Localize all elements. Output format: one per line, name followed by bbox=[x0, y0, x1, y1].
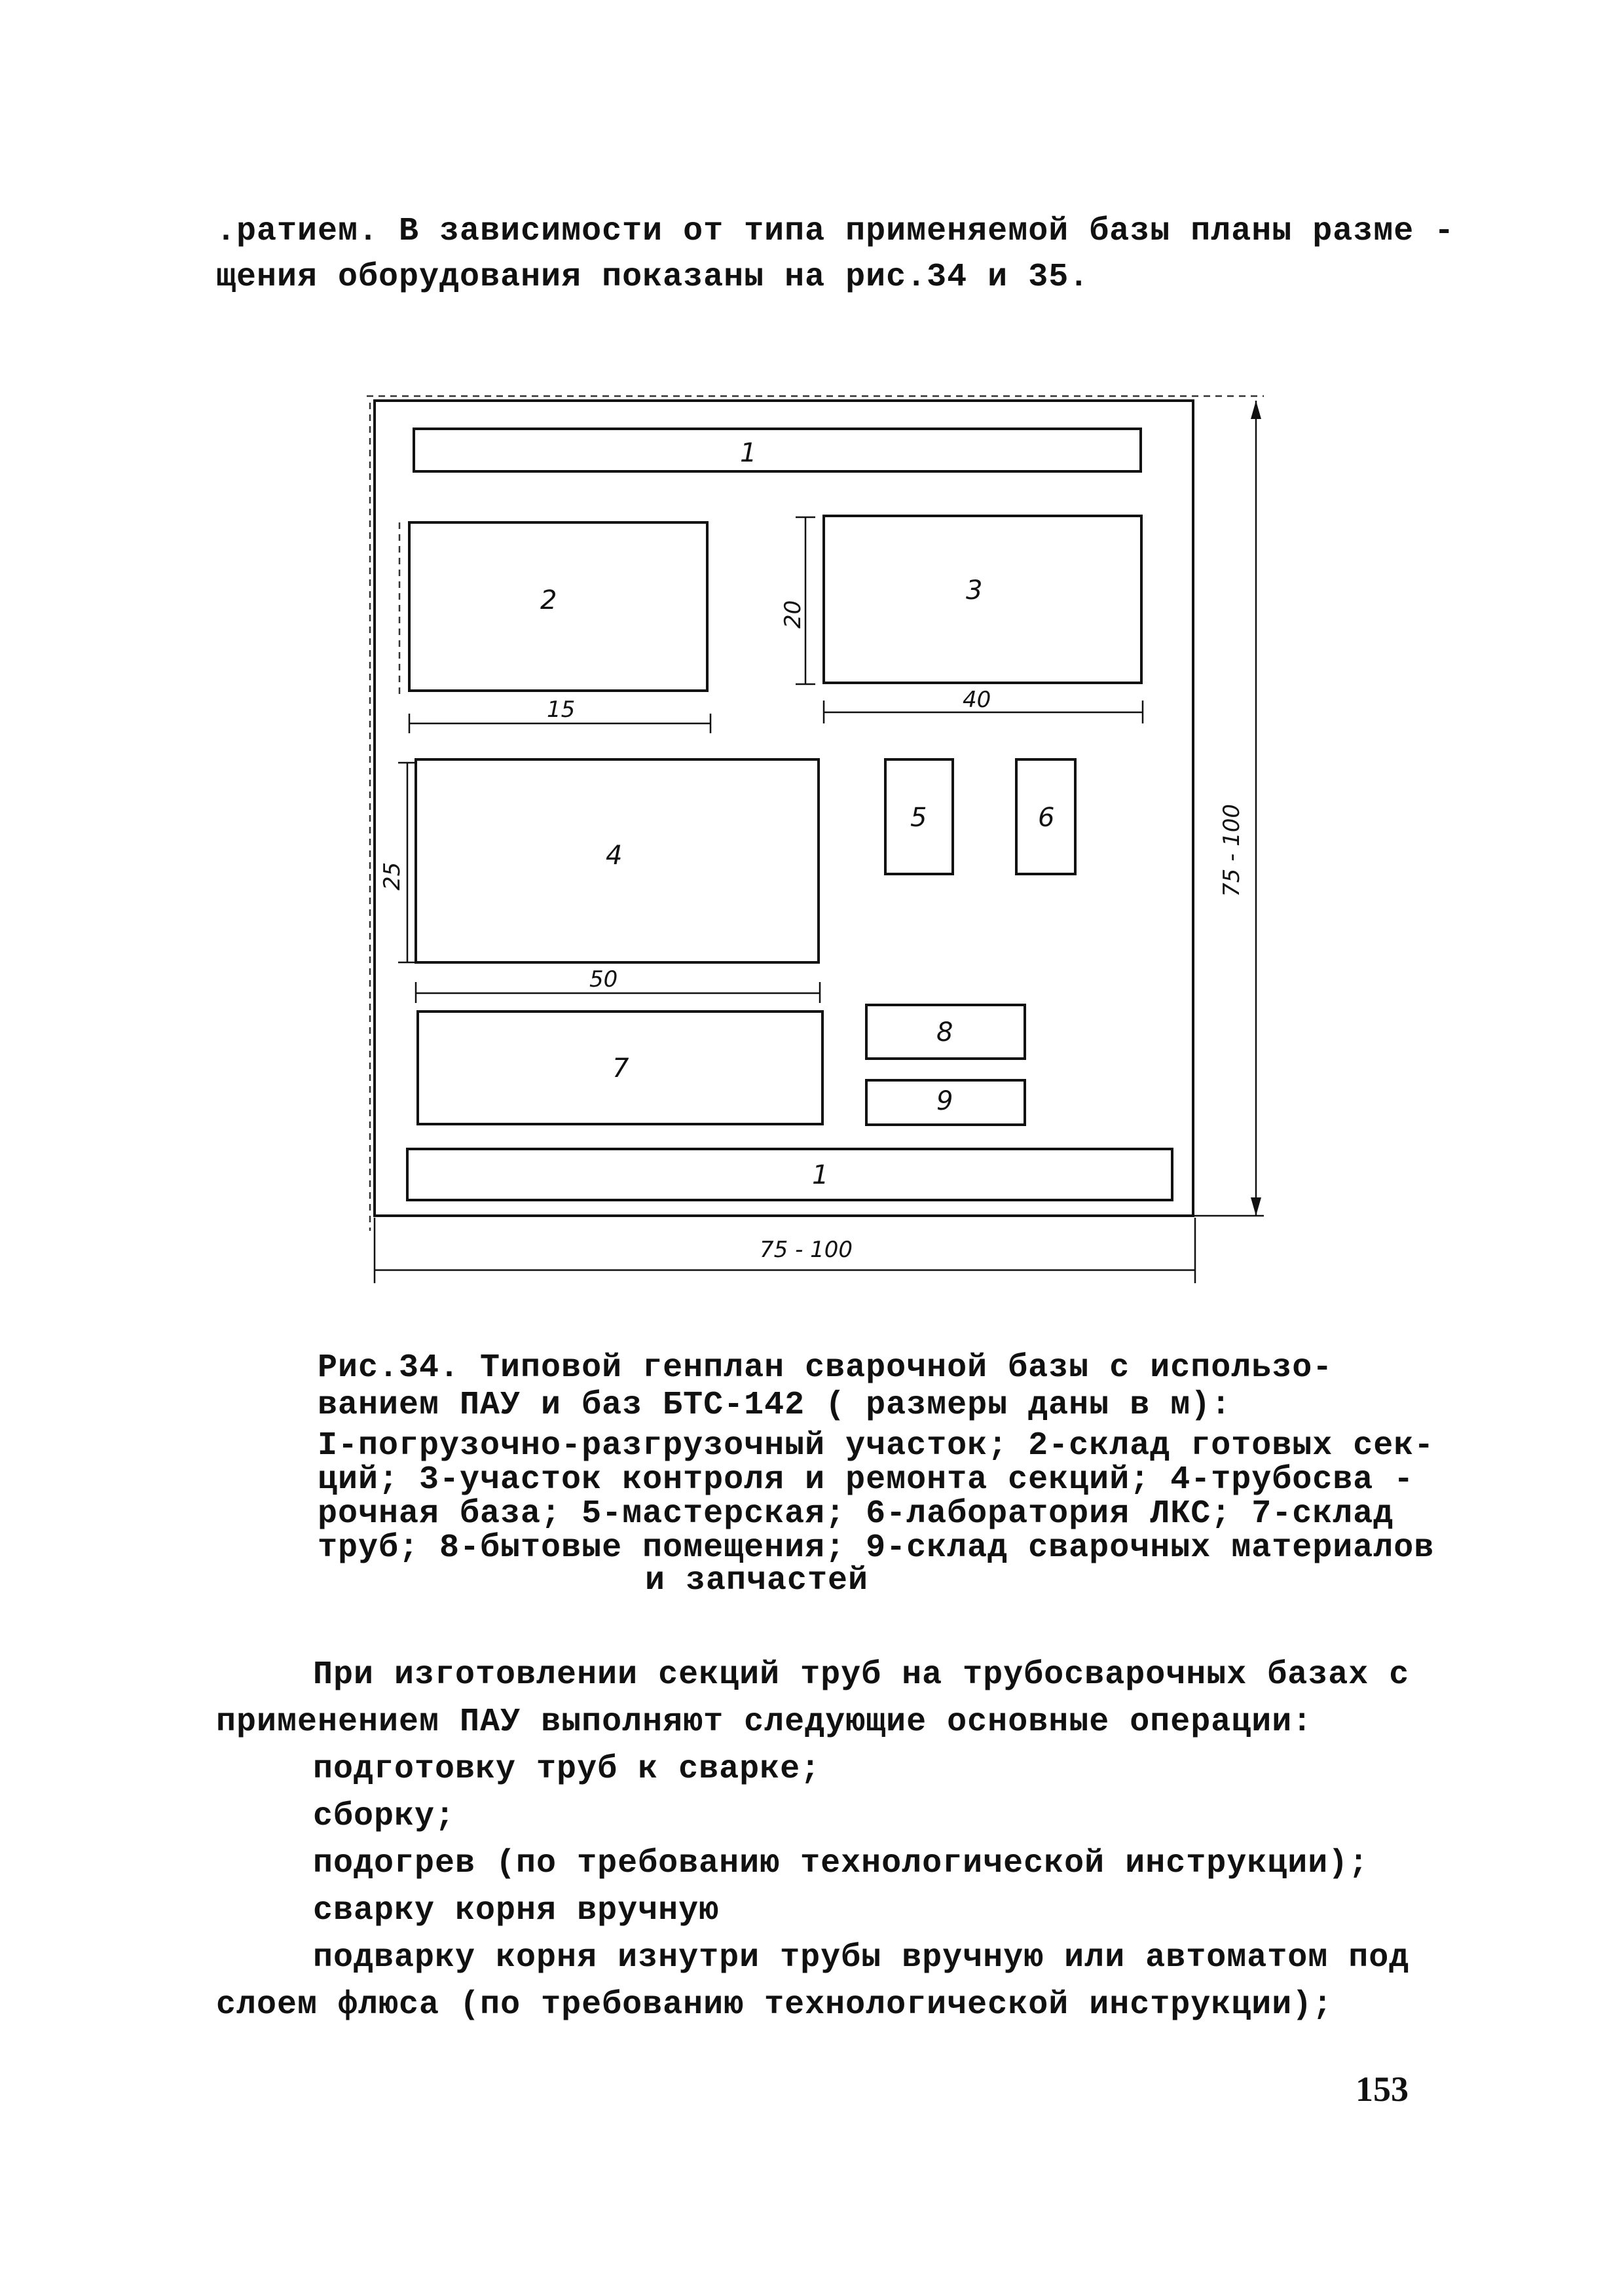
label-8: 8 bbox=[936, 1017, 953, 1048]
body-p1-line-2: применением ПАУ выполняют следующие основные операции: bbox=[216, 1704, 1313, 1741]
body-list-item-4: сварку корня вручную bbox=[313, 1892, 720, 1929]
area-1-bottom bbox=[407, 1149, 1172, 1200]
label-4: 4 bbox=[606, 841, 623, 871]
dim-15-label: 15 bbox=[547, 697, 576, 723]
body-list-item-5-line-1: подварку корня изнутри трубы вручную или автоматом под bbox=[313, 1939, 1410, 1977]
intro-line-1: .ратием. В зависимости от типа применяемой базы планы разме - bbox=[216, 213, 1455, 250]
area-1-top bbox=[414, 429, 1141, 471]
caption-line-7: и запчастей bbox=[645, 1562, 869, 1599]
label-3: 3 bbox=[966, 575, 983, 606]
page-number: 153 bbox=[1356, 2069, 1409, 2109]
dim-height-label: 75 - 100 bbox=[1219, 803, 1245, 897]
caption-line-3: I-погрузочно-разгрузочный участок; 2-склад готовых сек- bbox=[318, 1427, 1435, 1465]
caption-line-4: ций; 3-участок контроля и ремонта секций; 4-трубосва - bbox=[318, 1461, 1414, 1499]
label-7: 7 bbox=[612, 1053, 629, 1084]
dim-50-label: 50 bbox=[589, 966, 618, 993]
dim-20-label: 20 bbox=[780, 600, 806, 629]
label-1-top: 1 bbox=[740, 438, 757, 468]
dim-40-label: 40 bbox=[963, 687, 991, 713]
body-list-item-3: подогрев (по требованию технологической инструкции); bbox=[313, 1845, 1369, 1882]
caption-line-1: Рис.34. Типовой генплан сварочной базы с использо- bbox=[318, 1349, 1333, 1387]
body-list-item-2: сборку; bbox=[313, 1798, 456, 1835]
label-6: 6 bbox=[1038, 803, 1055, 833]
caption-line-2: ванием ПАУ и баз БТС-142 ( размеры даны в м): bbox=[318, 1387, 1232, 1424]
body-p1-line-1: При изготовлении секций труб на трубосварочных базах с bbox=[313, 1656, 1410, 1694]
body-list-item-5-line-2: слоем флюса (по требованию технологической инструкции); bbox=[216, 1986, 1333, 2024]
area-3 bbox=[824, 516, 1141, 683]
label-1-bottom: 1 bbox=[812, 1160, 829, 1190]
dim-width-label: 75 - 100 bbox=[760, 1237, 853, 1263]
caption-line-6: труб; 8-бытовые помещения; 9-склад сварочных материалов bbox=[318, 1529, 1435, 1567]
label-2: 2 bbox=[540, 585, 557, 615]
intro-line-2: щения оборудования показаны на рис.34 и 35. bbox=[216, 259, 1090, 296]
label-9: 9 bbox=[936, 1086, 953, 1116]
dim-25-label: 25 bbox=[379, 862, 405, 890]
body-list-item-1: подготовку труб к сварке; bbox=[313, 1751, 821, 1788]
area-2 bbox=[409, 522, 707, 691]
label-5: 5 bbox=[910, 803, 927, 833]
caption-line-5: рочная база; 5-мастерская; 6-лаборатория ЛКС; 7-склад bbox=[318, 1495, 1394, 1533]
